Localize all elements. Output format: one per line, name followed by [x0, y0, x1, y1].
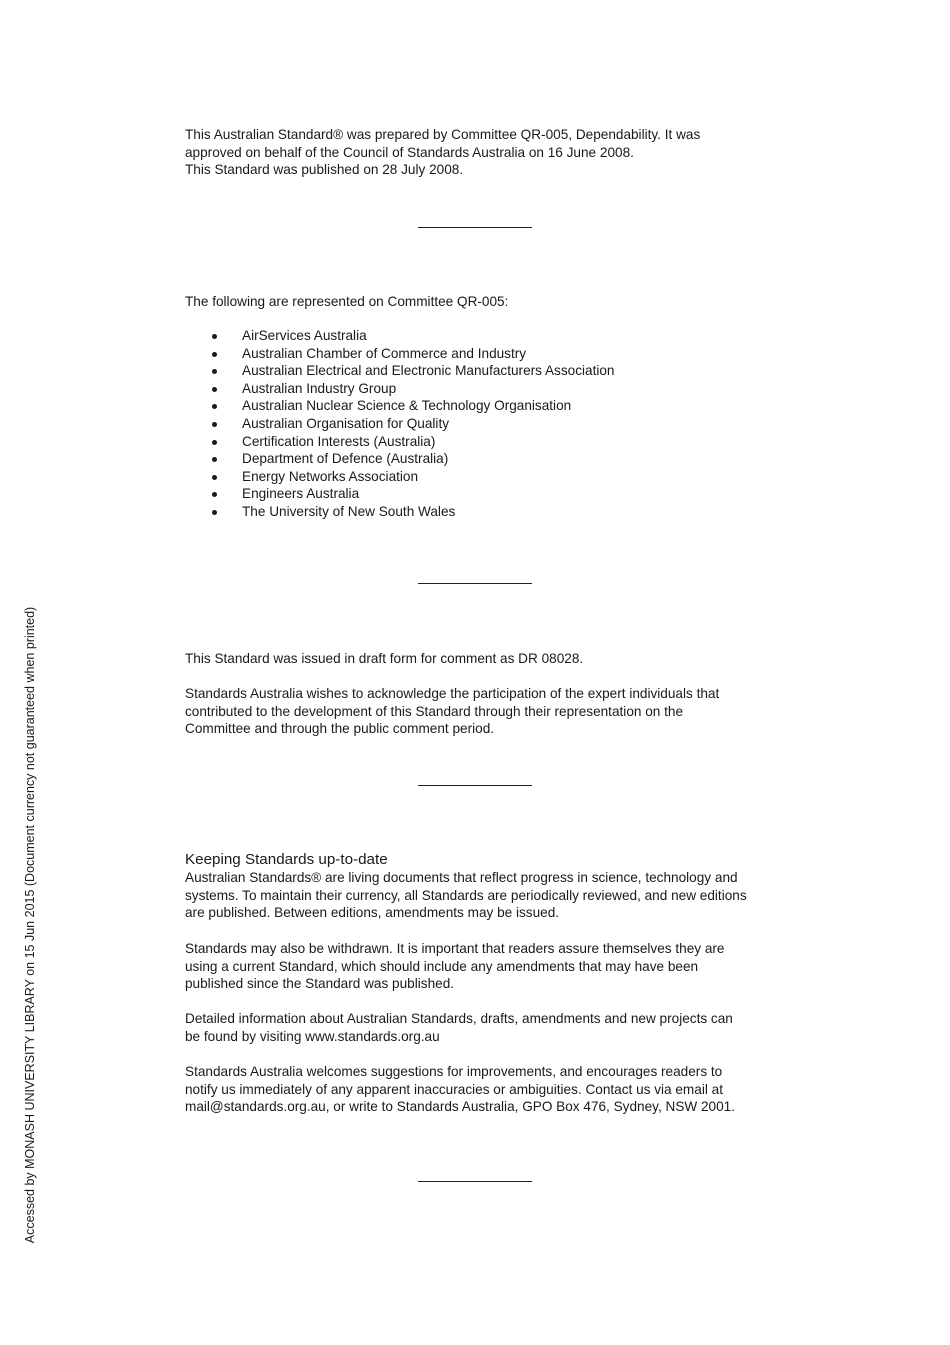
list-item [185, 468, 615, 486]
section-divider [418, 785, 532, 786]
draft-statement [185, 650, 785, 668]
list-item [185, 433, 615, 451]
section-divider [418, 1181, 532, 1182]
paragraph-line: are published. Between editions, amendments may be issued. [185, 905, 560, 921]
bullet-icon [212, 457, 217, 462]
member-name: Australian Organisation for Quality [242, 415, 450, 431]
list-item [185, 450, 615, 468]
member-name: The University of New South Wales [242, 503, 456, 519]
member-name: Department of Defence (Australia) [242, 451, 449, 467]
section-divider [418, 583, 532, 584]
committee-intro [185, 293, 785, 311]
paragraph-line: notify us immediately of any apparent inaccuracies or ambiguities. Contact us via email at [185, 1081, 723, 1097]
paragraph-line: mail@standards.org.au, or write to Standards Australia, GPO Box 476, Sydney, NSW 2001. [185, 1099, 736, 1115]
bullet-icon [212, 440, 217, 445]
draft-issued-text: This Standard was issued in draft form for comment as DR 08028. [185, 651, 584, 666]
committee-intro-text: The following are represented on Committee QR-005: [185, 294, 509, 309]
statement-line: This Australian Standard® was prepared by Committee QR-005, Dependability. It was [185, 127, 701, 142]
bullet-icon [212, 334, 217, 339]
list-item [185, 503, 615, 521]
acknowledgement-line: contributed to the development of this Standard through their representation on the [185, 703, 684, 719]
member-name: Engineers Australia [242, 486, 360, 502]
bullet-icon [212, 510, 217, 515]
member-name: Australian Industry Group [242, 380, 397, 396]
paragraph-line: Standards may also be withdrawn. It is important that readers assure themselves they are [185, 941, 725, 956]
list-item [185, 485, 615, 503]
section-heading: Keeping Standards up-to-date [185, 851, 388, 868]
list-item [185, 345, 615, 363]
paragraph-line: systems. To maintain their currency, all Standards are periodically reviewed, and new editions [185, 887, 747, 903]
list-item [185, 397, 615, 415]
member-name: AirServices Australia [242, 328, 367, 343]
bullet-icon [212, 369, 217, 374]
acknowledgement [185, 685, 785, 738]
paragraph-line: Australian Standards® are living documents that reflect progress in science, technology and [185, 870, 738, 885]
member-name: Energy Networks Association [242, 468, 419, 484]
bullet-icon [212, 475, 217, 480]
statement-line: approved on behalf of the Council of Standards Australia on 16 June 2008. [185, 144, 634, 160]
paragraph-line: using a current Standard, which should include any amendments that may have been [185, 958, 699, 974]
bullet-icon [212, 387, 217, 392]
contact-paragraph [185, 1063, 785, 1116]
paragraph-line: be found by visiting www.standards.org.au [185, 1028, 440, 1044]
bullet-icon [212, 352, 217, 357]
access-watermark-text: Accessed by MONASH UNIVERSITY LIBRARY on 15 Jun 2015 (Document currency not guaranteed when printed) [23, 606, 37, 1244]
list-item [185, 362, 615, 380]
list-item [185, 380, 615, 398]
member-name: Australian Chamber of Commerce and Industry [242, 345, 527, 361]
member-name: Australian Nuclear Science & Technology Organisation [242, 398, 572, 414]
member-name: Australian Electrical and Electronic Manufacturers Association [242, 363, 615, 379]
paragraph-line: Detailed information about Australian Standards, drafts, amendments and new projects can [185, 1011, 733, 1026]
member-name: Certification Interests (Australia) [242, 433, 436, 449]
withdrawal-paragraph [185, 940, 785, 993]
keeping-standards-section [185, 851, 785, 922]
paragraph-line: published since the Standard was published. [185, 976, 455, 992]
committee-member-list [185, 327, 615, 521]
information-paragraph [185, 1010, 785, 1045]
publication-statement [185, 126, 785, 179]
paragraph-line: Standards Australia welcomes suggestions for improvements, and encourages readers to [185, 1064, 723, 1079]
bullet-icon [212, 404, 217, 409]
statement-line: This Standard was published on 28 July 2008. [185, 162, 464, 178]
list-item [185, 415, 615, 433]
acknowledgement-line: Standards Australia wishes to acknowledge the participation of the expert individuals that [185, 686, 720, 701]
acknowledgement-line: Committee and through the public comment period. [185, 721, 495, 737]
bullet-icon [212, 492, 217, 497]
list-item [185, 327, 615, 345]
section-divider [418, 227, 532, 228]
bullet-icon [212, 422, 217, 427]
